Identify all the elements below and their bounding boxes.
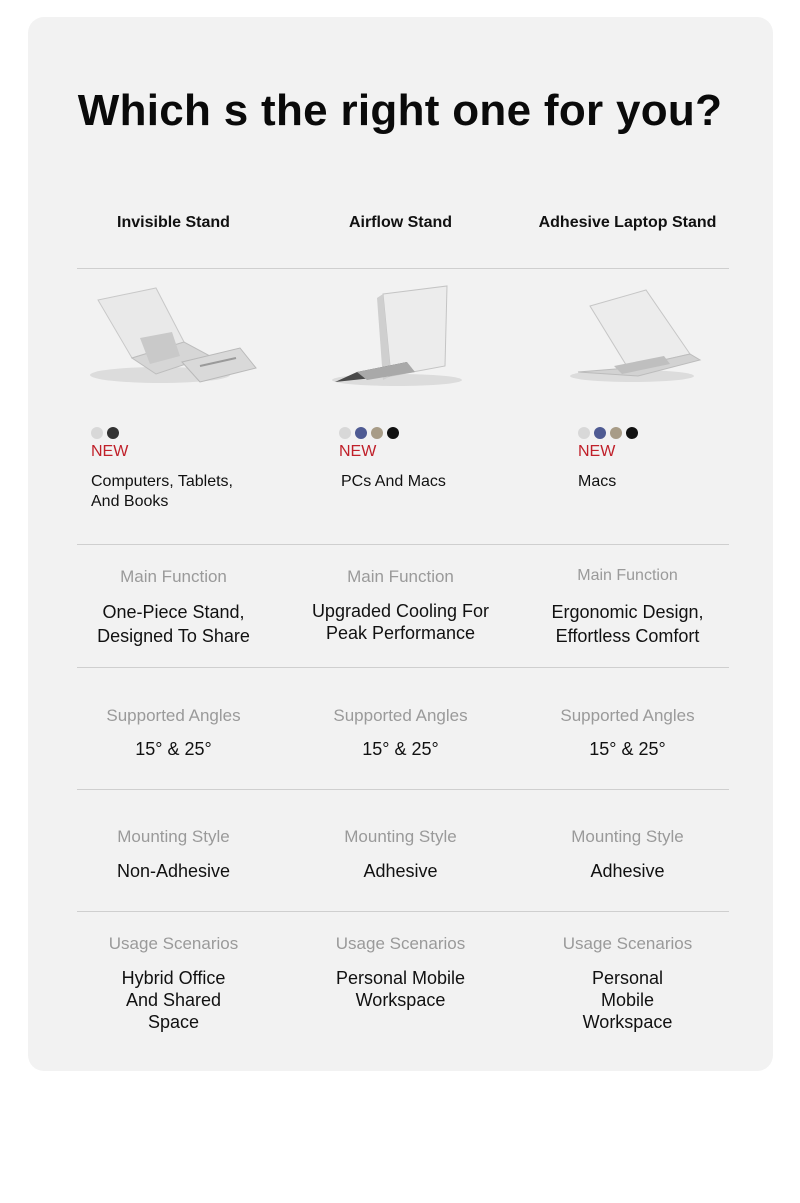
laptop-with-folding-stand-icon — [60, 280, 287, 400]
usage-line: Workspace — [355, 990, 446, 1010]
divider — [77, 667, 729, 668]
main-function-label: Main Function — [577, 567, 678, 584]
usage-scenarios-label: Usage Scenarios — [108, 934, 239, 953]
compatibility-line: Computers, Tablets, — [91, 473, 233, 490]
supported-angles-value: 15° & 25° — [362, 739, 439, 759]
usage-line: And Shared — [125, 990, 222, 1010]
usage-scenarios-value-invisible-stand — [60, 967, 287, 1033]
swatch-blue[interactable] — [594, 427, 606, 439]
new-badge: NEW — [339, 443, 377, 460]
swatch-silver[interactable] — [578, 427, 590, 439]
main-function-label: Main Function — [347, 567, 454, 586]
swatch-black[interactable] — [626, 427, 638, 439]
column-header-invisible-stand: Invisible Stand — [117, 214, 230, 231]
supported-angles-label: Supported Angles — [106, 706, 241, 725]
color-swatches-airflow-stand — [339, 427, 399, 439]
swatch-taupe[interactable] — [610, 427, 622, 439]
usage-scenarios-value-adhesive-laptop-stand — [514, 967, 741, 1033]
compatibility-adhesive-laptop-stand — [578, 472, 758, 492]
compatibility-line: And Books — [91, 493, 169, 510]
mounting-style-label: Mounting Style — [571, 827, 684, 846]
divider — [77, 544, 729, 545]
divider — [77, 911, 729, 912]
supported-angles-value: 15° & 25° — [135, 739, 212, 759]
swatch-black[interactable] — [387, 427, 399, 439]
page-title: Which s the right one for you? — [77, 86, 723, 135]
column-header-adhesive-laptop-stand: Adhesive Laptop Stand — [538, 214, 717, 231]
usage-scenarios-label: Usage Scenarios — [335, 934, 466, 953]
usage-scenarios-value-airflow-stand — [287, 967, 514, 1011]
laptop-on-airflow-stand-icon — [287, 280, 514, 400]
usage-line: Personal — [591, 968, 664, 988]
main-function-line: Effortless Comfort — [555, 626, 700, 646]
compatibility-line: PCs And Macs — [341, 473, 446, 490]
divider — [77, 268, 729, 269]
compatibility-line: Macs — [578, 473, 617, 490]
laptop-on-adhesive-stand-icon — [514, 280, 741, 400]
supported-angles-label: Supported Angles — [560, 706, 695, 725]
new-badge: NEW — [578, 443, 616, 460]
main-function-value-adhesive-laptop-stand — [514, 600, 741, 648]
color-swatches-invisible-stand — [91, 427, 119, 439]
divider — [77, 789, 729, 790]
usage-line: Workspace — [582, 1012, 673, 1032]
usage-line: Personal Mobile — [335, 968, 466, 988]
main-function-value-invisible-stand — [60, 600, 287, 648]
product-image-adhesive-laptop-stand[interactable] — [514, 280, 741, 400]
main-function-line: Ergonomic Design, — [551, 602, 704, 622]
main-function-line: Peak Performance — [325, 623, 476, 643]
color-swatches-adhesive-laptop-stand — [578, 427, 638, 439]
mounting-style-label: Mounting Style — [344, 827, 457, 846]
main-function-label: Main Function — [120, 567, 227, 586]
compatibility-invisible-stand — [91, 472, 271, 512]
swatch-silver[interactable] — [339, 427, 351, 439]
usage-line: Mobile — [600, 990, 655, 1010]
main-function-value-airflow-stand — [287, 600, 514, 644]
mounting-style-label: Mounting Style — [117, 827, 230, 846]
swatch-blue[interactable] — [355, 427, 367, 439]
new-badge: NEW — [91, 443, 129, 460]
usage-line: Hybrid Office — [121, 968, 226, 988]
main-function-line: Designed To Share — [97, 626, 250, 646]
swatch-silver[interactable] — [91, 427, 103, 439]
supported-angles-label: Supported Angles — [333, 706, 468, 725]
mounting-style-value: Adhesive — [363, 861, 438, 881]
compatibility-airflow-stand — [341, 472, 521, 492]
mounting-style-value: Adhesive — [590, 861, 665, 881]
product-image-airflow-stand[interactable] — [287, 280, 514, 400]
main-function-line: One-Piece Stand, — [102, 602, 245, 622]
swatch-taupe[interactable] — [371, 427, 383, 439]
mounting-style-value: Non-Adhesive — [116, 861, 231, 881]
usage-line: Space — [147, 1012, 200, 1032]
column-header-airflow-stand: Airflow Stand — [348, 214, 453, 231]
supported-angles-value: 15° & 25° — [589, 739, 666, 759]
swatch-dark-gray[interactable] — [107, 427, 119, 439]
usage-scenarios-label: Usage Scenarios — [562, 934, 693, 953]
product-image-invisible-stand[interactable] — [60, 280, 287, 400]
main-function-line: Upgraded Cooling For — [311, 601, 490, 621]
